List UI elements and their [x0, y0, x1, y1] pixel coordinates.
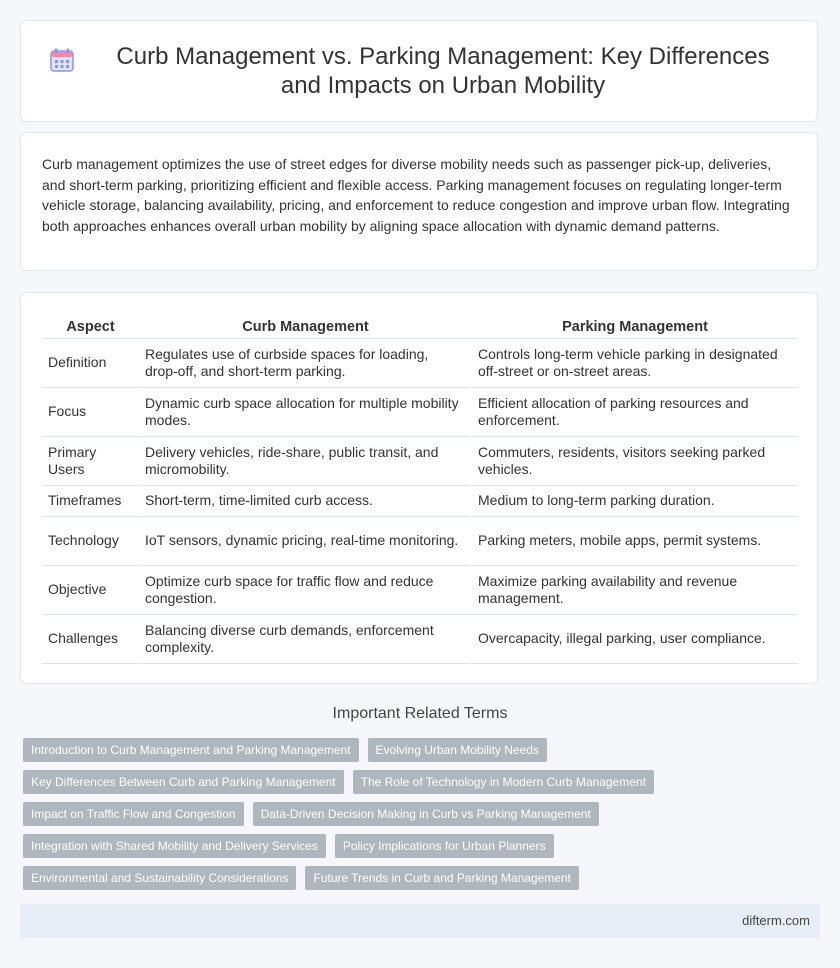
intro-paragraph: Curb management optimizes the use of street edges for diverse mobility needs such as passenger pick-up, deliveries, and short-term parking, prioritizing efficient and flexible access. Parking management focuses on regulating longer-term vehicle storage, balancing availability, pricing, and enforcement to reduce congestion and improve urban flow. Integrating both approaches enhances overall urban mobility by aligning space allocation with dynamic demand patterns. — [42, 156, 790, 234]
related-term-tag[interactable]: Key Differences Between Curb and Parking Management — [23, 770, 344, 794]
header-aspect: Aspect — [42, 314, 139, 339]
table-row — [42, 437, 798, 486]
parking-cell: Maximize parking availability and revenue management. — [472, 566, 798, 615]
aspect-cell: Timeframes — [42, 486, 139, 517]
aspect-cell: Focus — [42, 388, 139, 437]
tag-row — [23, 738, 723, 762]
tag-row — [23, 866, 723, 890]
aspect-cell: Technology — [42, 517, 139, 566]
header-parking-management: Parking Management — [472, 314, 798, 339]
table-row — [42, 486, 798, 517]
parking-cell: Controls long-term vehicle parking in designated off-street or on-street areas. — [472, 339, 798, 388]
curb-cell: Regulates use of curbside spaces for loading, drop-off, and short-term parking. — [139, 339, 472, 388]
tag-row — [23, 834, 723, 858]
curb-cell: IoT sensors, dynamic pricing, real-time monitoring. — [139, 517, 472, 566]
footer-site-link[interactable]: difterm.com — [742, 913, 810, 928]
table-row — [42, 615, 798, 664]
footer — [20, 904, 820, 938]
curb-cell: Dynamic curb space allocation for multiple mobility modes. — [139, 388, 472, 437]
title-wrap — [21, 42, 817, 100]
related-term-tag[interactable]: The Role of Technology in Modern Curb Management — [353, 770, 654, 794]
related-terms-list — [23, 738, 723, 898]
parking-cell: Commuters, residents, visitors seeking parked vehicles. — [472, 437, 798, 486]
related-term-tag[interactable]: Policy Implications for Urban Planners — [335, 834, 554, 858]
parking-cell: Medium to long-term parking duration. — [472, 486, 798, 517]
calendar-icon — [49, 47, 75, 73]
related-term-tag[interactable]: Data-Driven Decision Making in Curb vs Parking Management — [253, 802, 599, 826]
tag-row — [23, 802, 723, 826]
comparison-table-card — [20, 292, 818, 684]
header-curb-management: Curb Management — [139, 314, 472, 339]
related-term-tag[interactable]: Future Trends in Curb and Parking Management — [305, 866, 578, 890]
parking-cell: Parking meters, mobile apps, permit systems. — [472, 517, 798, 566]
tag-row — [23, 770, 723, 794]
page-title: Curb Management vs. Parking Management: Key Differences and Impacts on Urban Mobility — [116, 43, 770, 99]
table-header-row — [42, 314, 798, 339]
table-row — [42, 517, 798, 566]
parking-cell: Efficient allocation of parking resources and enforcement. — [472, 388, 798, 437]
header-card — [20, 20, 818, 122]
table-row — [42, 339, 798, 388]
aspect-cell: Objective — [42, 566, 139, 615]
parking-cell: Overcapacity, illegal parking, user compliance. — [472, 615, 798, 664]
related-terms-title: Important Related Terms — [332, 705, 508, 722]
curb-cell: Short-term, time-limited curb access. — [139, 486, 472, 517]
related-term-tag[interactable]: Introduction to Curb Management and Parking Management — [23, 738, 359, 762]
curb-cell: Delivery vehicles, ride-share, public transit, and micromobility. — [139, 437, 472, 486]
table-row — [42, 566, 798, 615]
curb-cell: Optimize curb space for traffic flow and reduce congestion. — [139, 566, 472, 615]
comparison-table — [42, 314, 798, 664]
aspect-cell: Challenges — [42, 615, 139, 664]
intro-card — [20, 132, 818, 271]
aspect-cell: Definition — [42, 339, 139, 388]
curb-cell: Balancing diverse curb demands, enforcement complexity. — [139, 615, 472, 664]
related-term-tag[interactable]: Integration with Shared Mobility and Delivery Services — [23, 834, 326, 858]
related-term-tag[interactable]: Impact on Traffic Flow and Congestion — [23, 802, 244, 826]
related-term-tag[interactable]: Evolving Urban Mobility Needs — [368, 738, 547, 762]
table-row — [42, 388, 798, 437]
aspect-cell: Primary Users — [42, 437, 139, 486]
related-term-tag[interactable]: Environmental and Sustainability Considerations — [23, 866, 296, 890]
